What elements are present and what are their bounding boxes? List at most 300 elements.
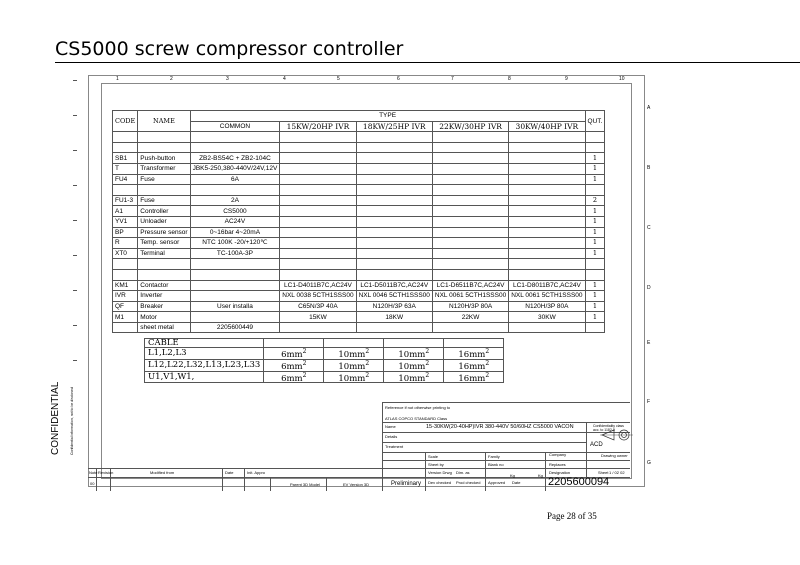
model-cell: [509, 195, 585, 206]
table-row: [113, 280, 605, 291]
replaces-label: Replaces: [549, 462, 566, 467]
model-cell: [432, 269, 508, 280]
qty-cell: 1: [585, 153, 605, 164]
model-cell: [280, 185, 356, 196]
name-cell: [138, 132, 190, 143]
cable-size: 16mm: [458, 349, 486, 360]
name-header: NAME: [138, 111, 190, 132]
model-cell: [280, 174, 356, 185]
name-cell: Temp. sensor: [138, 238, 190, 249]
common-cell: [190, 259, 280, 270]
code-cell: [113, 259, 138, 270]
rev-value: 00: [90, 481, 95, 486]
cable-size-cell: [264, 339, 324, 348]
model-cell: 15KW: [280, 312, 356, 323]
scale-label: Scale: [428, 454, 439, 459]
parts-table: [112, 110, 605, 333]
grid-col-number: 8: [508, 76, 511, 82]
name-cell: Terminal: [138, 248, 190, 259]
model-header: 18KW/25HP IVR: [356, 121, 432, 132]
margin-tick: [73, 255, 77, 256]
cable-size-cell: [324, 348, 384, 360]
code-cell: [113, 269, 138, 280]
model-cell: [509, 206, 585, 217]
name-cell: Push-button: [138, 153, 190, 164]
common-cell: 2205600449: [190, 322, 280, 333]
document-title: CS5000 screw compressor controller: [55, 38, 404, 60]
cable-row: [145, 339, 504, 348]
model-cell: [280, 322, 356, 333]
model-cell: [356, 132, 432, 143]
qty-cell: [585, 185, 605, 196]
model-cell: [432, 227, 508, 238]
model-cell: NXL 0061 5CTH1SSS00: [432, 291, 508, 302]
model-cell: C65N/3P 40A: [280, 301, 356, 312]
margin-tick: [73, 115, 77, 116]
projection-symbol-icon: [600, 427, 634, 443]
rev-label: Revision: [98, 470, 114, 475]
code-cell: A1: [113, 206, 138, 217]
model-cell: [509, 248, 585, 259]
grid-row-letter: F: [647, 399, 651, 405]
titleblock-line: [222, 468, 223, 491]
qty-cell: 1: [585, 206, 605, 217]
approved-label: Approved: [488, 480, 506, 485]
model-cell: [356, 185, 432, 196]
grid-row-letter: B: [647, 165, 651, 171]
dev-checked-label: Dev checked: [428, 480, 452, 485]
qty-cell: 1: [585, 312, 605, 323]
name-cell: Controller: [138, 206, 190, 217]
version-label: Version Drwg: [428, 470, 452, 475]
cable-size-cell: [384, 371, 444, 383]
details-label: Details: [385, 434, 398, 439]
code-cell: BP: [113, 227, 138, 238]
common-cell: 2A: [190, 195, 280, 206]
reference-note: Reference if not otherwise printing to: [385, 405, 451, 410]
titleblock-line: [270, 477, 271, 491]
confidential-label: CONFIDENTIAL: [50, 381, 61, 455]
cable-label: CABLE: [145, 339, 264, 348]
table-row: [113, 153, 605, 164]
model-cell: [432, 238, 508, 249]
model-cell: [509, 142, 585, 153]
model-cell: [356, 269, 432, 280]
margin-tick: [73, 360, 77, 361]
sheet-values: 1 / 02 02: [609, 470, 625, 475]
name-cell: Pressure sensor: [138, 227, 190, 238]
rev-label: Note: [89, 470, 98, 475]
common-cell: 0~16bar 4~20mA: [190, 227, 280, 238]
model-cell: NXL 0038 5CTH1SSS00: [280, 291, 356, 302]
name-cell: Unloader: [138, 216, 190, 227]
model-cell: [280, 259, 356, 270]
cable-label: L12,L22,L32,L13,L23,L33: [145, 359, 264, 371]
model-cell: [509, 269, 585, 280]
model-cell: [356, 238, 432, 249]
model-cell: [356, 206, 432, 217]
common-cell: ZB2-BS54C + ZB2-104C: [190, 153, 280, 164]
model-cell: [432, 185, 508, 196]
table-row: [113, 227, 605, 238]
grid-row-letter: E: [647, 340, 651, 346]
cable-row: [145, 371, 504, 383]
qty-cell: [585, 132, 605, 143]
common-header: COMMON: [190, 121, 280, 132]
cable-size: 10mm: [398, 373, 426, 384]
table-row: [113, 322, 605, 333]
common-cell: [190, 312, 280, 323]
titleblock-line: [545, 452, 546, 491]
qty-cell: 1: [585, 238, 605, 249]
treatment-label: Treatment: [385, 444, 404, 449]
standard-class: ATLAS COPCO STANDARD Class: [385, 416, 448, 421]
cable-row: [145, 359, 504, 371]
page-number: Page 28 of 35: [547, 511, 597, 521]
dim-label: Dim. as: [456, 470, 470, 475]
model-cell: [432, 248, 508, 259]
name-cell: Fuse: [138, 195, 190, 206]
qty-cell: [585, 259, 605, 270]
common-cell: TC-100A-3P: [190, 248, 280, 259]
square-exponent: 2: [485, 371, 490, 379]
qty-cell: 1: [585, 248, 605, 259]
model-cell: NXL 0046 5CTH1SSS00: [356, 291, 432, 302]
table-row: [113, 312, 605, 323]
prod-checked-label: Prod checked: [456, 480, 481, 485]
cable-size: 10mm: [338, 349, 366, 360]
titleblock-line: [586, 422, 587, 477]
cable-size: 6mm: [281, 361, 303, 372]
model-cell: [356, 174, 432, 185]
model-cell: LC1-D5011B7C,AC24V: [356, 280, 432, 291]
square-exponent: 2: [365, 359, 370, 367]
cable-size-cell: [384, 339, 444, 348]
model-cell: [280, 248, 356, 259]
table-row: [113, 142, 605, 153]
margin-tick: [73, 220, 77, 221]
name-cell: Fuse: [138, 174, 190, 185]
titleblock-line: [382, 432, 630, 433]
qty-cell: 1: [585, 227, 605, 238]
cable-row: [145, 348, 504, 360]
model-cell: [509, 132, 585, 143]
qty-cell: [585, 269, 605, 280]
cable-size-cell: [324, 359, 384, 371]
grid-row-letter: C: [647, 225, 651, 231]
qty-cell: 1: [585, 301, 605, 312]
model-cell: [509, 238, 585, 249]
grid-col-number: 3: [226, 76, 229, 82]
model-header: 15KW/20HP IVR: [280, 121, 356, 132]
code-cell: [113, 322, 138, 333]
margin-tick: [73, 185, 77, 186]
name-cell: Motor: [138, 312, 190, 323]
family-label: Family: [488, 454, 500, 459]
model-cell: [356, 248, 432, 259]
model-cell: [356, 322, 432, 333]
square-exponent: 2: [302, 359, 307, 367]
square-exponent: 2: [302, 348, 307, 355]
company-value: ACD: [590, 442, 603, 448]
cable-size-cell: [444, 359, 504, 371]
name-cell: Inverter: [138, 291, 190, 302]
model-header: 22KW/30HP IVR: [432, 121, 508, 132]
table-row: [113, 206, 605, 217]
model-cell: [356, 195, 432, 206]
name-cell: [138, 259, 190, 270]
model-cell: [509, 174, 585, 185]
code-cell: SB1: [113, 153, 138, 164]
common-cell: [190, 142, 280, 153]
name-cell: Contactor: [138, 280, 190, 291]
common-cell: NTC 100K -20/+120℃: [190, 238, 280, 249]
model-cell: [509, 185, 585, 196]
titleblock-line: [244, 468, 245, 491]
common-cell: CS5000: [190, 206, 280, 217]
code-cell: M1: [113, 312, 138, 323]
common-cell: User installa: [190, 301, 280, 312]
model-cell: [432, 153, 508, 164]
cable-label: L1,L2,L3: [145, 348, 264, 360]
code-cell: KM1: [113, 280, 138, 291]
blank-label: Blank no: [488, 462, 504, 467]
model-cell: 18KW: [356, 312, 432, 323]
model-cell: [356, 163, 432, 174]
model-cell: [432, 259, 508, 270]
weight-unit: Kg: [510, 473, 515, 478]
titleblock-line: [382, 442, 586, 443]
sheet-by-label: Sheet by: [428, 462, 444, 467]
cable-size-cell: [324, 371, 384, 383]
code-cell: XT0: [113, 248, 138, 259]
model-cell: 30KW: [509, 312, 585, 323]
grid-col-number: 1: [116, 76, 119, 82]
table-row: [113, 185, 605, 196]
table-row: [113, 259, 605, 270]
table-row: [113, 132, 605, 143]
model-cell: [280, 216, 356, 227]
model-cell: [280, 132, 356, 143]
cable-size-cell: [324, 339, 384, 348]
qty-cell: 1: [585, 174, 605, 185]
weight-unit: Kg: [538, 473, 543, 478]
company-label: Company: [549, 452, 567, 457]
grid-col-number: 2: [170, 76, 173, 82]
code-cell: [113, 185, 138, 196]
model-cell: LC1-D8011B7C,AC24V: [509, 280, 585, 291]
table-row: [113, 248, 605, 259]
table-row: [113, 238, 605, 249]
qty-cell: 2: [585, 195, 605, 206]
code-cell: T: [113, 163, 138, 174]
cable-label: U1,V1,W1,: [145, 371, 264, 383]
cable-size-cell: [264, 371, 324, 383]
model-cell: [432, 142, 508, 153]
qty-cell: 1: [585, 216, 605, 227]
model-cell: N120H/3P 80A: [432, 301, 508, 312]
model-cell: [432, 322, 508, 333]
titleblock-line: [425, 452, 426, 491]
name-cell: [138, 142, 190, 153]
grid-row-letter: D: [647, 285, 651, 291]
drawing-number: 2205600094: [548, 476, 610, 488]
model-cell: [509, 227, 585, 238]
cable-size: 16mm: [458, 361, 486, 372]
rev-label: Init. Appro: [247, 470, 266, 475]
titleblock-line: [382, 402, 630, 403]
rev-label: Date: [225, 470, 234, 475]
model-cell: [432, 163, 508, 174]
cable-size: 16mm: [458, 373, 486, 384]
model-cell: [356, 216, 432, 227]
square-exponent: 2: [425, 371, 430, 379]
model-cell: [356, 153, 432, 164]
cable-size-cell: [384, 348, 444, 360]
cable-size: 6mm: [281, 349, 303, 360]
model-cell: [509, 163, 585, 174]
cable-size: 6mm: [281, 373, 303, 384]
model-cell: [356, 259, 432, 270]
cable-size-cell: [264, 348, 324, 360]
qty-cell: [585, 322, 605, 333]
cable-size: 10mm: [338, 361, 366, 372]
grid-col-number: 9: [565, 76, 568, 82]
name-cell: Breaker: [138, 301, 190, 312]
common-cell: 6A: [190, 174, 280, 185]
model-cell: [432, 195, 508, 206]
model-cell: [280, 227, 356, 238]
grid-col-number: 6: [397, 76, 400, 82]
model-cell: N120H/3P 63A: [356, 301, 432, 312]
square-exponent: 2: [425, 359, 430, 367]
code-cell: FU1-3: [113, 195, 138, 206]
cable-size-cell: [444, 339, 504, 348]
model-cell: LC1-D6511B7C,AC24V: [432, 280, 508, 291]
titleblock-line: [382, 468, 630, 469]
margin-tick: [73, 80, 77, 81]
model-cell: [432, 174, 508, 185]
preliminary-status: Preliminary: [391, 481, 422, 487]
common-cell: [190, 291, 280, 302]
cable-size: 10mm: [338, 373, 366, 384]
date-label: Date: [512, 480, 521, 485]
model-cell: 22KW: [432, 312, 508, 323]
titleblock-line: [88, 477, 382, 478]
titleblock-line: [326, 477, 327, 491]
model-cell: [356, 227, 432, 238]
code-cell: [113, 142, 138, 153]
common-cell: [190, 185, 280, 196]
titleblock-line: [382, 460, 630, 461]
model-cell: NXL 0061 5CTH1SSS00: [509, 291, 585, 302]
parent-3d-model: Parent 3D Model: [290, 482, 321, 487]
name-cell: sheet metal: [138, 322, 190, 333]
name-cell: Transformer: [138, 163, 190, 174]
grid-row-letter: A: [647, 105, 651, 111]
titleblock-line: [88, 468, 382, 469]
cable-size-cell: [444, 371, 504, 383]
code-cell: [113, 132, 138, 143]
table-row: [113, 301, 605, 312]
table-row: [113, 269, 605, 280]
grid-col-number: 7: [451, 76, 454, 82]
square-exponent: 2: [302, 371, 307, 379]
drawing-name: 15-30KW(20-40HP)IVR 380-440V 50/60HZ CS5000 VACON: [426, 424, 574, 430]
cable-size: 10mm: [398, 349, 426, 360]
common-cell: AC24V: [190, 216, 280, 227]
model-cell: [432, 132, 508, 143]
cable-size-cell: [264, 359, 324, 371]
code-cell: QF: [113, 301, 138, 312]
margin-tick: [73, 325, 77, 326]
code-header: CODE: [113, 111, 138, 132]
model-cell: [280, 238, 356, 249]
margin-tick: [73, 150, 77, 151]
table-row: [113, 216, 605, 227]
drawing-owner: Drawing owner: [601, 453, 628, 458]
rev-label: Modified from: [150, 470, 175, 475]
common-cell: [190, 269, 280, 280]
ev-version-3d: EV Version 3D: [343, 482, 370, 487]
model-cell: [280, 142, 356, 153]
model-cell: N120H/3P 80A: [509, 301, 585, 312]
cable-size: 10mm: [398, 361, 426, 372]
titleblock-line: [382, 452, 630, 453]
model-cell: [280, 206, 356, 217]
model-cell: [509, 322, 585, 333]
cable-size-cell: [444, 348, 504, 360]
table-row: [113, 195, 605, 206]
square-exponent: 2: [425, 348, 430, 355]
margin-tick: [73, 290, 77, 291]
code-cell: R: [113, 238, 138, 249]
common-cell: JBK5-250,380-440V/24V,12V: [190, 163, 280, 174]
name-cell: [138, 269, 190, 280]
code-cell: IVR: [113, 291, 138, 302]
table-row: [113, 163, 605, 174]
code-cell: YV1: [113, 216, 138, 227]
common-cell: [190, 132, 280, 143]
name-label: Name: [385, 424, 396, 429]
qty-cell: 1: [585, 163, 605, 174]
common-cell: [190, 280, 280, 291]
model-cell: [509, 153, 585, 164]
square-exponent: 2: [365, 371, 370, 379]
model-cell: [280, 195, 356, 206]
qty-cell: 1: [585, 291, 605, 302]
sheet-no-label: Sheet: [598, 470, 609, 475]
model-cell: [356, 142, 432, 153]
designation-label: Designation: [549, 470, 571, 475]
table-row: [113, 174, 605, 185]
model-cell: [509, 216, 585, 227]
cable-size-cell: [384, 359, 444, 371]
titleblock-line: [485, 452, 486, 491]
square-exponent: 2: [365, 348, 370, 355]
type-header: TYPE: [190, 111, 585, 122]
model-cell: [280, 269, 356, 280]
qty-header: QUT.: [585, 111, 605, 132]
model-cell: LC1-D4011B7C,AC24V: [280, 280, 356, 291]
grid-col-number: 4: [283, 76, 286, 82]
model-cell: [432, 206, 508, 217]
square-exponent: 2: [485, 348, 490, 355]
table-row: [113, 291, 605, 302]
name-cell: [138, 185, 190, 196]
title-rule: [55, 62, 800, 63]
qty-cell: 1: [585, 280, 605, 291]
